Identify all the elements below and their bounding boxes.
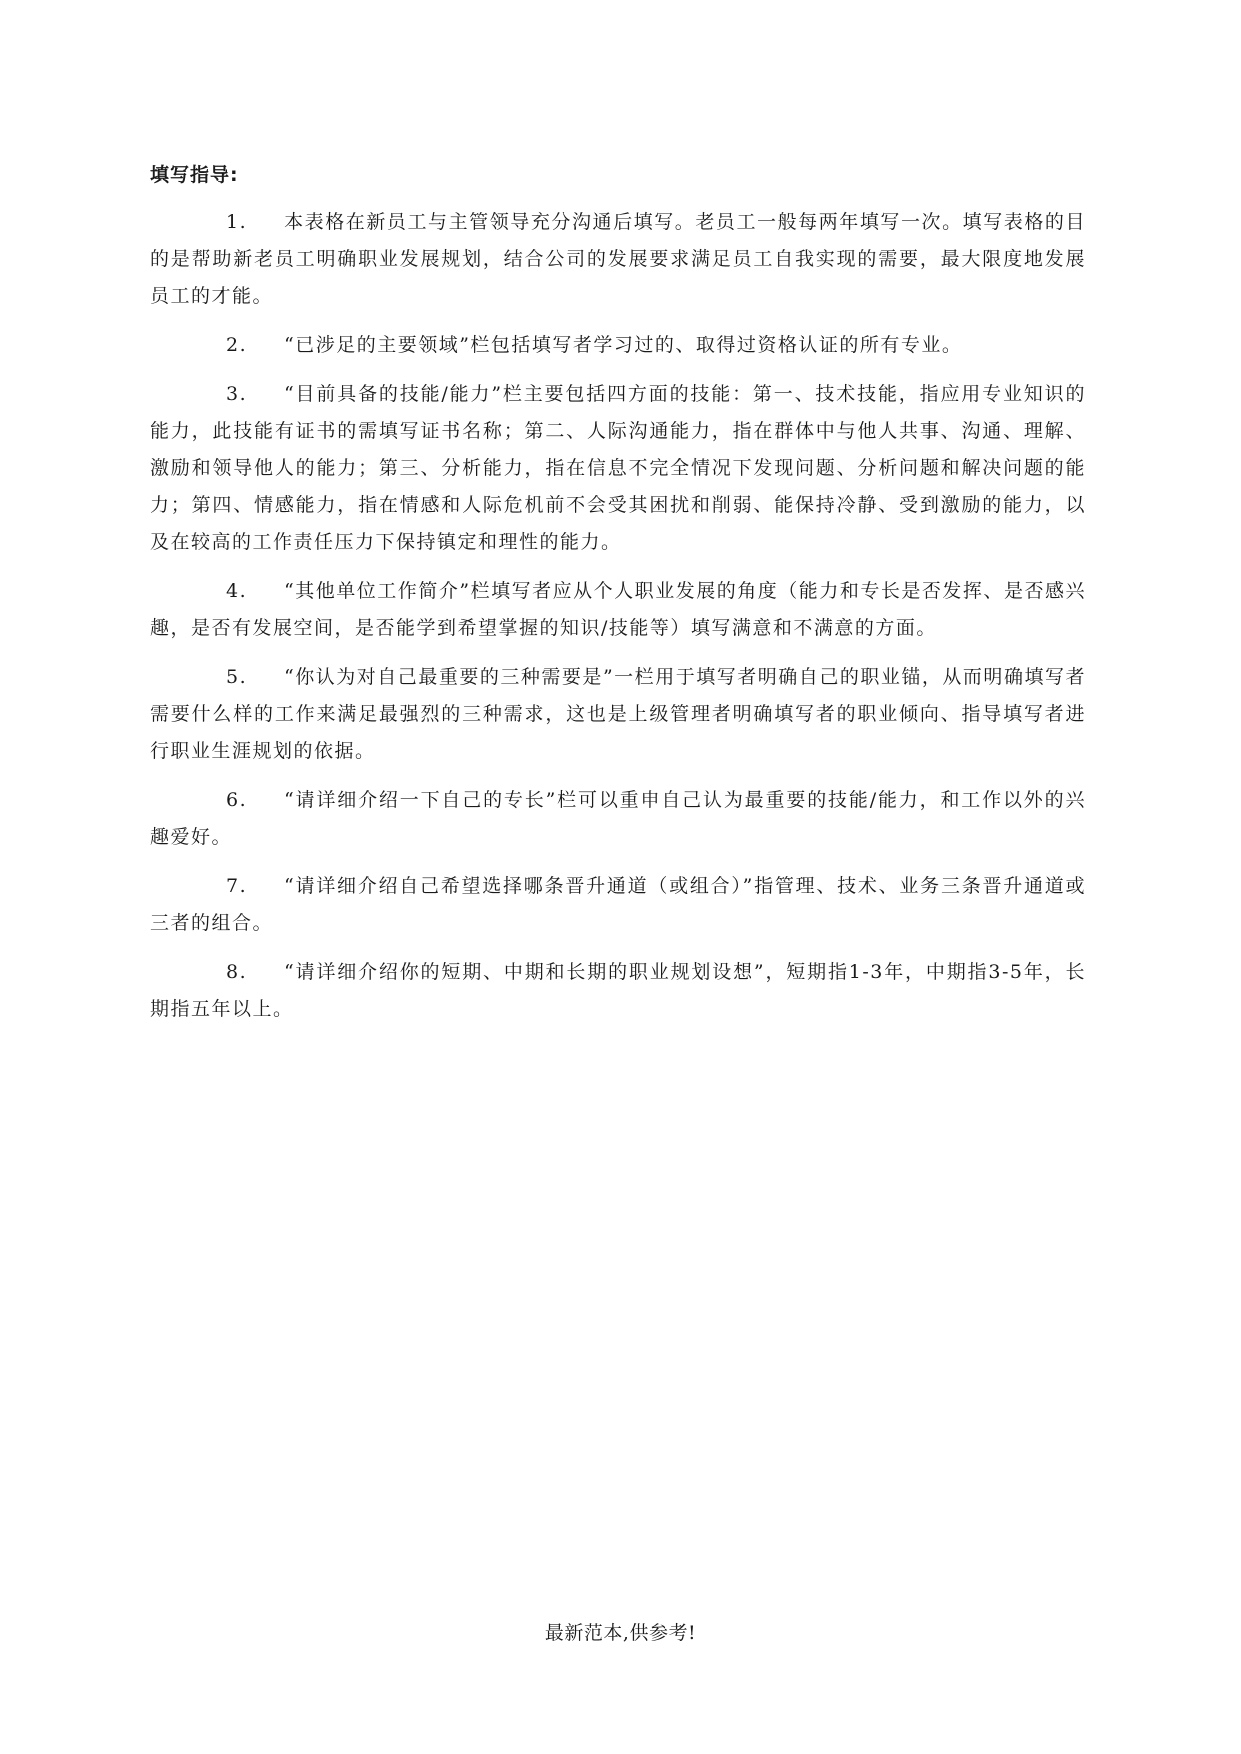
item-text: 本表格在新员工与主管领导充分沟通后填写。老员工一般每两年填写一次。填写表格的目的是帮助新老员工明确职业发展规划，结合公司的发展要求满足员工自我实现的需要，最大限度地发展员工的才能。 (150, 211, 1086, 307)
section-heading: 填写指导: (150, 164, 239, 186)
item-number: 3. (226, 383, 248, 405)
item-text: “其他单位工作简介”栏填写者应从个人职业发展的角度（能力和专长是否发挥、是否感兴趣，是否有发展空间，是否能学到希望掌握的知识/技能等）填写满意和不满意的方面。 (150, 580, 1086, 639)
item-text: “你认为对自己最重要的三种需要是”一栏用于填写者明确自己的职业锚，从而明确填写者需要什么样的工作来满足最强烈的三种需求，这也是上级管理者明确填写者的职业倾向、指导填写者进行职业生涯规划的依据。 (150, 666, 1086, 762)
item-text: “请详细介绍一下自己的专长”栏可以重申自己认为最重要的技能/能力，和工作以外的兴趣爱好。 (150, 789, 1086, 848)
instruction-item-7 (150, 868, 1086, 942)
item-text: “请详细介绍你的短期、中期和长期的职业规划设想”，短期指1-3年，中期指3-5年，长期指五年以上。 (150, 961, 1086, 1020)
item-number: 7. (226, 875, 248, 897)
instruction-item-4 (150, 573, 1086, 647)
instruction-item-1 (150, 204, 1086, 315)
item-text: “请详细介绍自己希望选择哪条晋升通道（或组合）”指管理、技术、业务三条晋升通道或三者的组合。 (150, 875, 1086, 934)
instruction-item-8 (150, 954, 1086, 1028)
item-number: 2. (226, 334, 248, 356)
item-text: “已涉足的主要领域”栏包括填写者学习过的、取得过资格认证的所有专业。 (284, 334, 963, 356)
item-number: 4. (226, 580, 248, 602)
item-number: 8. (226, 961, 248, 983)
instruction-list (150, 204, 1086, 1040)
item-number: 5. (226, 666, 248, 688)
instruction-item-3 (150, 376, 1086, 561)
item-number: 1. (226, 211, 248, 233)
instruction-item-6 (150, 782, 1086, 856)
item-number: 6. (226, 789, 248, 811)
instruction-item-2 (150, 327, 1086, 364)
page-footer: 最新范本,供参考! (544, 1622, 697, 1644)
item-text: “目前具备的技能/能力”栏主要包括四方面的技能：第一、技术技能，指应用专业知识的能力，此技能有证书的需填写证书名称；第二、人际沟通能力，指在群体中与他人共事、沟通、理解、激励和领导他人的能力；第三、分析能力，指在信息不完全情况下发现问题、分析问题和解决问题的能力；第四、情感能力，指在情感和人际危机前不会受其困扰和削弱、能保持冷静、受到激励的能力，以及在较高的工作责任压力下保持镇定和理性的能力。 (150, 383, 1086, 553)
instruction-item-5 (150, 659, 1086, 770)
